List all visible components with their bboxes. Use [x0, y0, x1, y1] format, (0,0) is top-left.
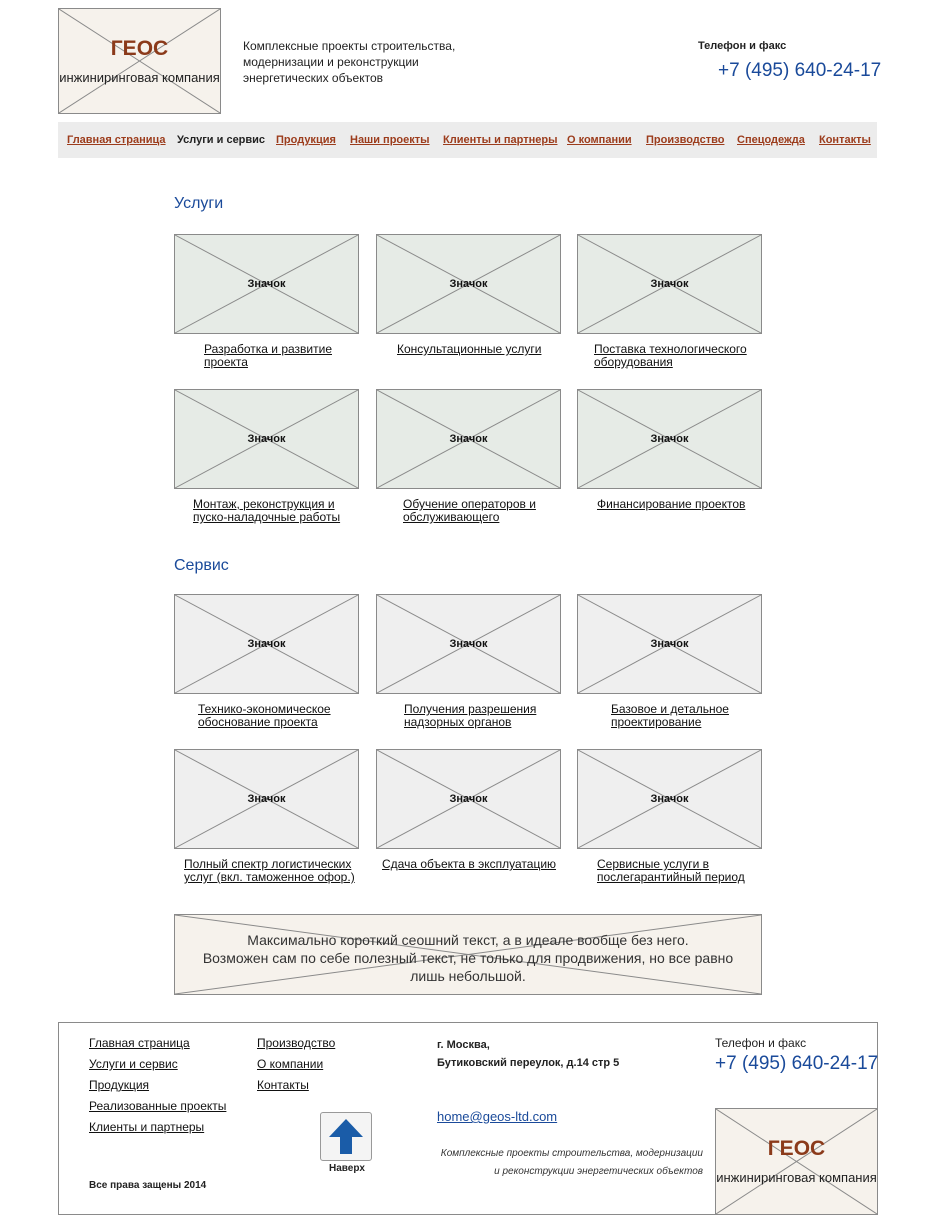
card-icon-label: Значок: [247, 793, 286, 805]
service-card-icon[interactable]: [174, 389, 359, 489]
caption-line: услуг (вкл. таможенное офор.): [184, 870, 355, 884]
nav-item-projects[interactable]: Наши проекты: [350, 134, 430, 146]
card-icon-label: Значок: [247, 433, 286, 445]
footer-link-production[interactable]: Производство: [257, 1036, 336, 1050]
service-card-icon[interactable]: [376, 234, 561, 334]
nav-item-services[interactable]: Услуги и сервис: [177, 134, 266, 146]
card-icon-label: Значок: [650, 433, 689, 445]
footer-link-home[interactable]: Главная страница: [89, 1036, 190, 1050]
tagline-line: модернизации и реконструкции: [243, 55, 419, 69]
nav-item-about[interactable]: О компании: [567, 134, 632, 146]
service-card-icon[interactable]: [174, 594, 359, 694]
service-card-icon[interactable]: [376, 594, 561, 694]
service-card-icon[interactable]: [376, 389, 561, 489]
caption-line: Финансирование проектов: [597, 497, 746, 511]
address-line: г. Москва,: [437, 1039, 490, 1051]
logo-subtitle: инжиниринговая компания: [716, 1170, 877, 1185]
tagline-line: Комплексные проекты строительства, модернизации: [440, 1148, 703, 1159]
logo-subtitle: инжиниринговая компания: [59, 70, 220, 85]
arrow-up-icon: [320, 1112, 372, 1161]
footer-phone-label: Телефон и факс: [715, 1036, 807, 1050]
caption-line: Сдача объекта в эксплуатацию: [382, 857, 557, 871]
footer-link-products[interactable]: Продукция: [89, 1078, 150, 1092]
service-card-icon[interactable]: [577, 749, 762, 849]
card-icon-label: Значок: [449, 638, 488, 650]
nav-item-contacts[interactable]: Контакты: [819, 134, 871, 146]
service-card-link[interactable]: [397, 343, 541, 356]
footer-email-link[interactable]: home@geos-ltd.com: [437, 1109, 558, 1124]
service-card-link[interactable]: [193, 498, 340, 524]
caption-line: Технико-экономическое: [198, 702, 331, 716]
caption-line: Поставка технологического: [594, 342, 747, 356]
service-card-icon[interactable]: [376, 749, 561, 849]
logo-title: ГЕОС: [767, 1137, 826, 1160]
footer-logo[interactable]: [715, 1108, 878, 1215]
seo-text-line: Возможен сам по себе полезный текст, не только для продвижения, но все равно: [202, 950, 734, 966]
caption-line: Разработка и развитие: [204, 342, 332, 356]
nav-item-production[interactable]: Производство: [646, 134, 725, 146]
footer-link-contacts[interactable]: Контакты: [257, 1078, 309, 1092]
seo-text-line: Максимально короткий сеошний текст, а в идеале вообще без него.: [247, 932, 689, 948]
address-line: Бутиковский переулок, д.14 стр 5: [437, 1057, 620, 1069]
caption-line: надзорных органов: [404, 715, 512, 729]
back-to-top-label: Наверх: [329, 1163, 365, 1174]
footer-link-projects[interactable]: Реализованные проекты: [89, 1099, 227, 1113]
caption-line: Базовое и детальное: [611, 702, 729, 716]
caption-line: Сервисные услуги в: [597, 857, 710, 871]
service-card-link[interactable]: [597, 858, 745, 884]
card-icon-label: Значок: [650, 278, 689, 290]
tagline-line: Комплексные проекты строительства,: [243, 39, 456, 53]
service-card-link[interactable]: [198, 703, 331, 729]
header-phone-label: Телефон и факс: [698, 40, 787, 52]
service-card-link[interactable]: [594, 343, 747, 369]
service-card-link[interactable]: [597, 498, 745, 511]
service-card-icon[interactable]: [174, 234, 359, 334]
logo-title: ГЕОС: [110, 37, 169, 60]
caption-line: проектирование: [611, 715, 702, 729]
placeholder-cross-icon: [59, 9, 220, 113]
service-card-icon[interactable]: [174, 749, 359, 849]
copyright: Все права защены 2014: [89, 1180, 207, 1191]
card-icon-label: Значок: [650, 793, 689, 805]
card-icon-label: Значок: [247, 278, 286, 290]
card-icon-label: Значок: [449, 278, 488, 290]
caption-line: пуско-наладочные работы: [193, 510, 341, 524]
nav-item-workwear[interactable]: Спецодежда: [737, 134, 805, 146]
service-card-link[interactable]: [404, 703, 536, 729]
service-card-icon[interactable]: [577, 389, 762, 489]
nav-item-home[interactable]: Главная страница: [67, 134, 166, 146]
header-logo[interactable]: [58, 8, 221, 114]
footer-link-services[interactable]: Услуги и сервис: [89, 1057, 178, 1071]
caption-line: Получения разрешения: [404, 702, 537, 716]
header-tagline: [243, 38, 483, 86]
service-card-link[interactable]: [403, 498, 536, 524]
tagline-line: энергетических объектов: [243, 71, 384, 85]
nav-item-products[interactable]: Продукция: [276, 134, 336, 146]
footer-link-about[interactable]: О компании: [257, 1057, 324, 1071]
main-nav: [58, 122, 877, 158]
caption-line: обслуживающего: [403, 510, 500, 524]
service-card-link[interactable]: [611, 703, 729, 729]
seo-text-line: лишь небольшой.: [410, 968, 526, 984]
caption-line: оборудования: [594, 355, 673, 369]
caption-line: Обучение операторов и: [403, 497, 536, 511]
footer-tagline: [430, 1145, 703, 1181]
header-phone[interactable]: +7 (495) 640-24-17: [718, 60, 882, 81]
card-icon-label: Значок: [449, 433, 488, 445]
back-to-top-button[interactable]: [320, 1112, 372, 1161]
caption-line: Полный спектр логистических: [184, 857, 352, 871]
tagline-line: и реконструкции энергетических объектов: [494, 1166, 703, 1177]
service-card-icon[interactable]: [577, 594, 762, 694]
card-icon-label: Значок: [650, 638, 689, 650]
service-card-link[interactable]: [382, 858, 556, 871]
services-title: Услуги: [174, 195, 224, 212]
footer-phone[interactable]: +7 (495) 640-24-17: [715, 1053, 879, 1074]
caption-line: обоснование проекта: [198, 715, 318, 729]
service-card-icon[interactable]: [577, 234, 762, 334]
card-icon-label: Значок: [449, 793, 488, 805]
caption-line: Консультационные услуги: [397, 342, 542, 356]
service-card-link[interactable]: [184, 858, 355, 884]
caption-line: Монтаж, реконструкция и: [193, 497, 335, 511]
card-icon-label: Значок: [247, 638, 286, 650]
caption-line: послегарантийный период: [597, 870, 745, 884]
placeholder-cross-icon: [716, 1109, 877, 1214]
nav-item-clients[interactable]: Клиенты и партнеры: [443, 134, 558, 146]
footer-address: [437, 1036, 619, 1072]
service-card-link[interactable]: [204, 343, 332, 369]
seo-text: [185, 931, 751, 985]
service-title: Сервис: [174, 557, 229, 574]
footer-link-clients[interactable]: Клиенты и партнеры: [89, 1120, 205, 1134]
seo-text-block: [174, 914, 762, 995]
caption-line: проекта: [204, 355, 248, 369]
